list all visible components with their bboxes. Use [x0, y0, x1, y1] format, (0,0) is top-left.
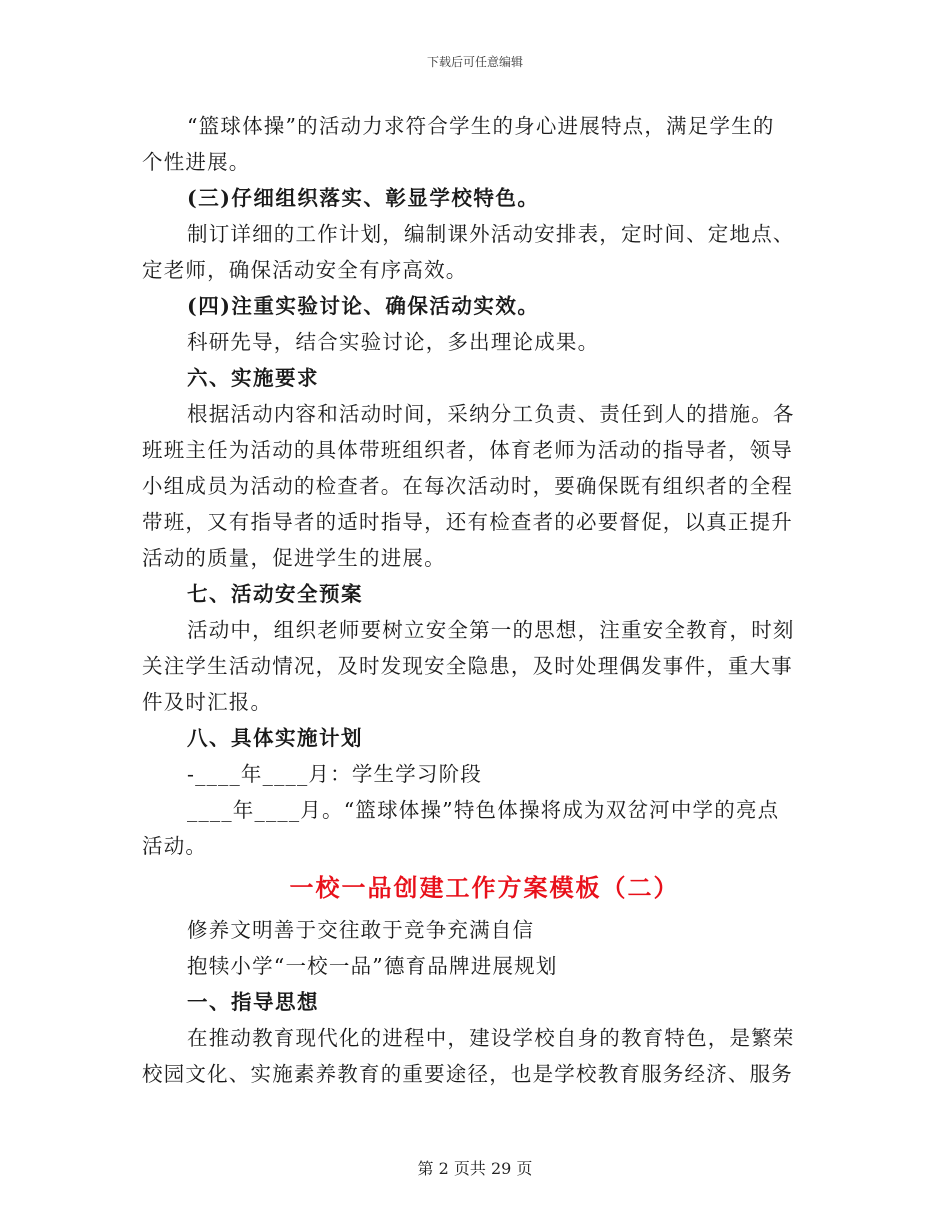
paragraph-line: 校园文化、实施素养教育的重要途径，也是学校教育服务经济、服务 [142, 1062, 793, 1086]
paragraph-line: 班班主任为活动的具体带班组织者，体育老师为活动的指导者，领导 [142, 438, 793, 462]
paragraph-line: 定老师，确保活动安全有序高效。 [142, 258, 468, 282]
paragraph-line: 活动的质量，促进学生的进展。 [142, 546, 446, 570]
paragraph-line: 关注学生活动情况，及时发现安全隐患，及时处理偶发事件，重大事 [142, 654, 793, 678]
paragraph-line: 在推动教育现代化的进程中，建设学校自身的教育特色，是繁荣 [187, 1026, 795, 1050]
page-header: 下载后可任意编辑 [426, 55, 523, 69]
paragraph-line: 修养文明善于交往敢于竞争充满自信 [187, 918, 535, 942]
paragraph-line: 活动。 [142, 834, 208, 858]
paragraph-line: 制订详细的工作计划，编制课外活动安排表，定时间、定地点、 [187, 222, 795, 246]
paragraph-line: 抱犊小学“一校一品”德育品牌进展规划 [187, 954, 558, 978]
paragraph-line: 活动中，组织老师要树立安全第一的思想，注重安全教育，时刻 [187, 618, 795, 642]
paragraph-line: 根据活动内容和活动时间，采纳分工负责、责任到人的措施。各 [187, 402, 795, 426]
paragraph-line: ____年____月。“篮球体操”特色体操将成为双岔河中学的亮点 [187, 798, 780, 822]
section-heading: 一、指导思想 [187, 990, 319, 1014]
paragraph-line: 件及时汇报。 [142, 690, 273, 714]
paragraph-line: “篮球体操”的活动力求符合学生的身心进展特点，满足学生的 [187, 114, 775, 138]
paragraph-line: 科研先导，结合实验讨论，多出理论成果。 [187, 330, 600, 354]
paragraph-line: 小组成员为活动的检查者。在每次活动时，要确保既有组织者的全程 [142, 474, 793, 498]
document-body [142, 108, 797, 1092]
paragraph-line: 个性进展。 [142, 150, 251, 174]
subheading: (四)注重实验讨论、确保活动实效。 [187, 294, 540, 318]
section-heading: 七、活动安全预案 [187, 582, 363, 606]
subheading: (三)仔细组织落实、彰显学校特色。 [187, 186, 540, 210]
section-heading: 八、具体实施计划 [187, 726, 363, 750]
section-heading: 六、实施要求 [187, 366, 319, 390]
page-footer: 第 2 页共 29 页 [417, 1159, 533, 1178]
section-title: 一校一品创建工作方案模板（二） [289, 873, 680, 902]
paragraph-line: -____年____月：学生学习阶段 [187, 762, 483, 786]
paragraph-line: 带班，又有指导者的适时指导，还有检查者的必要督促，以真正提升 [142, 510, 793, 534]
